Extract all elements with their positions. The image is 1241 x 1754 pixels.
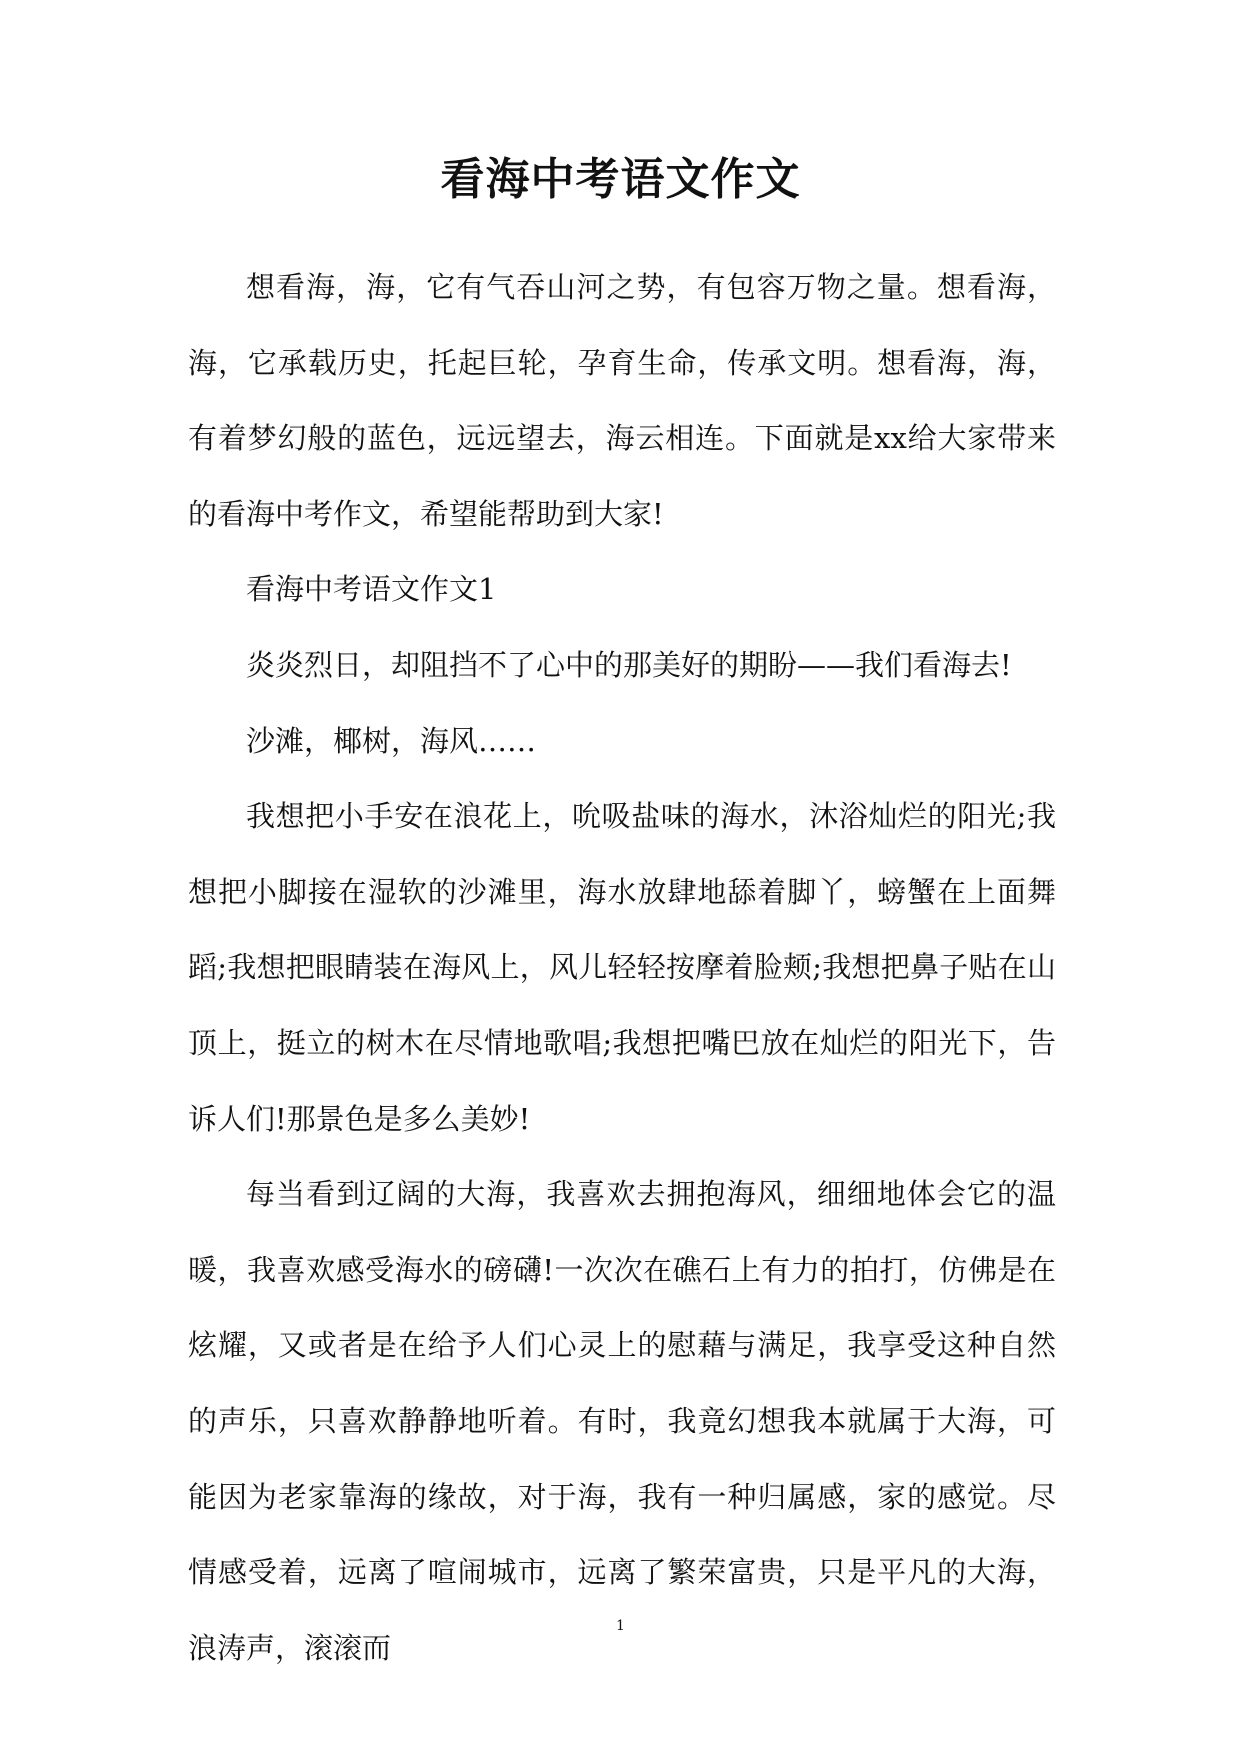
paragraph-intro: 想看海，海，它有气吞山河之势，有包容万物之量。想看海，海，它承载历史，托起巨轮，孕育生命，传承文明。想看海，海，有着梦幻般的蓝色，远远望去，海云相连。下面就是xx给大家带来的看海中考作文，希望能帮助到大家! [188,270,1056,531]
paragraph: 每当看到辽阔的大海，我喜欢去拥抱海风，细细地体会它的温暖，我喜欢感受海水的磅礴!一次次在礁石上有力的拍打，仿佛是在炫耀，又或者是在给予人们心灵上的慰藉与满足，我享受这种自然的声乐，只喜欢静静地听着。有时，我竟幻想我本就属于大海，可能因为老家靠海的缘故，对于海，我有一种归属感，家的感觉。尽情感受着，远离了喧闹城市，远离了繁荣富贵，只是平凡的大海，浪涛声，滚滚而 [188,1177,1056,1665]
paragraph: 沙滩，椰树，海风…… [246,723,537,758]
document-title: 看海中考语文作文 [440,154,801,205]
section-heading: 看海中考语文作文1 [246,572,497,607]
paragraph: 我想把小手安在浪花上，吮吸盐味的海水，沐浴灿烂的阳光;我想把小脚接在湿软的沙滩里，海水放肆地舔着脚丫，螃蟹在上面舞蹈;我想把眼睛装在海风上，风儿轻轻按摩着脸颊;我想把鼻子贴在山顶上，挺立的树木在尽情地歌唱;我想把嘴巴放在灿烂的阳光下，告诉人们!那景色是多么美妙! [188,799,1056,1136]
document-body [188,250,1056,1686]
paragraph: 炎炎烈日，却阻挡不了心中的那美好的期盼——我们看海去! [246,647,1012,682]
page-number: 1 [616,1618,625,1634]
